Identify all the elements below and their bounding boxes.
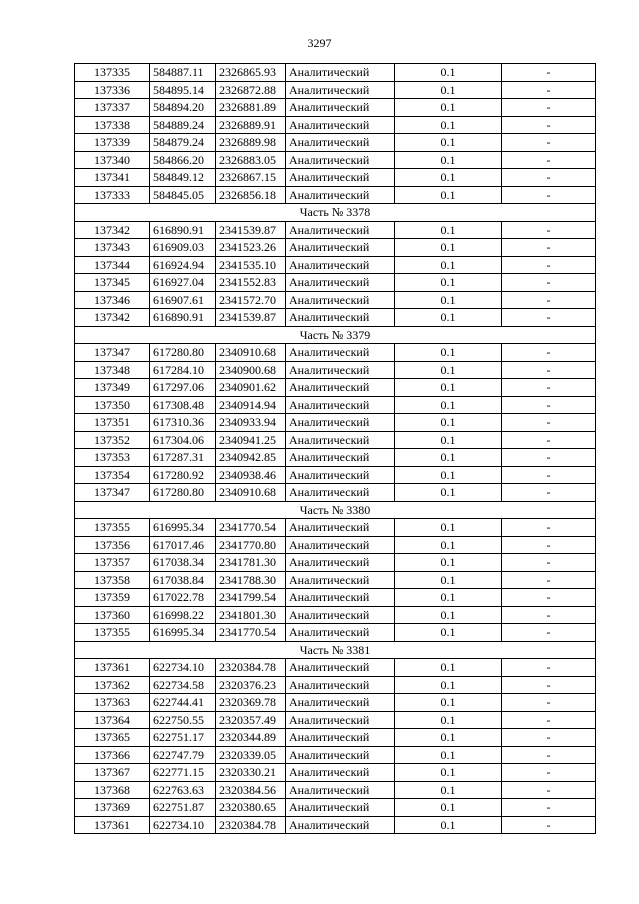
accuracy-cell: 0.1 xyxy=(395,64,502,82)
accuracy-cell: 0.1 xyxy=(395,361,502,379)
table-row xyxy=(75,816,596,834)
method-cell: Аналитический xyxy=(286,64,395,82)
x-coordinate-cell: 616995.34 xyxy=(150,624,216,642)
y-coordinate-cell: 2320380.65 xyxy=(216,799,286,817)
method-cell: Аналитический xyxy=(286,746,395,764)
y-coordinate-cell: 2340942.85 xyxy=(216,449,286,467)
accuracy-cell: 0.1 xyxy=(395,589,502,607)
method-cell: Аналитический xyxy=(286,396,395,414)
accuracy-cell: 0.1 xyxy=(395,239,502,257)
method-cell: Аналитический xyxy=(286,379,395,397)
empty-value-cell: - xyxy=(502,361,596,379)
x-coordinate-cell: 616998.22 xyxy=(150,606,216,624)
table-row xyxy=(75,536,596,554)
accuracy-cell: 0.1 xyxy=(395,99,502,117)
empty-value-cell: - xyxy=(502,746,596,764)
accuracy-cell: 0.1 xyxy=(395,484,502,502)
empty-value-cell: - xyxy=(502,64,596,82)
x-coordinate-cell: 622750.55 xyxy=(150,711,216,729)
empty-value-cell: - xyxy=(502,396,596,414)
empty-value-cell: - xyxy=(502,799,596,817)
y-coordinate-cell: 2341770.80 xyxy=(216,536,286,554)
empty-value-cell: - xyxy=(502,606,596,624)
y-coordinate-cell: 2341539.87 xyxy=(216,221,286,239)
empty-value-cell: - xyxy=(502,221,596,239)
y-coordinate-cell: 2340910.68 xyxy=(216,484,286,502)
section-header-row xyxy=(75,641,596,659)
table-row xyxy=(75,379,596,397)
table-row xyxy=(75,431,596,449)
x-coordinate-cell: 584889.24 xyxy=(150,116,216,134)
empty-value-cell: - xyxy=(502,291,596,309)
point-id-cell: 137351 xyxy=(75,414,150,432)
x-coordinate-cell: 584887.11 xyxy=(150,64,216,82)
y-coordinate-cell: 2320369.78 xyxy=(216,694,286,712)
table-row xyxy=(75,221,596,239)
accuracy-cell: 0.1 xyxy=(395,186,502,204)
point-id-cell: 137343 xyxy=(75,239,150,257)
section-header-row xyxy=(75,501,596,519)
point-id-cell: 137365 xyxy=(75,729,150,747)
y-coordinate-cell: 2320339.05 xyxy=(216,746,286,764)
table-row xyxy=(75,151,596,169)
y-coordinate-cell: 2340900.68 xyxy=(216,361,286,379)
table-row xyxy=(75,746,596,764)
method-cell: Аналитический xyxy=(286,291,395,309)
table-row xyxy=(75,256,596,274)
table-row xyxy=(75,466,596,484)
method-cell: Аналитический xyxy=(286,764,395,782)
point-id-cell: 137354 xyxy=(75,466,150,484)
y-coordinate-cell: 2320384.56 xyxy=(216,781,286,799)
accuracy-cell: 0.1 xyxy=(395,571,502,589)
x-coordinate-cell: 622763.63 xyxy=(150,781,216,799)
section-header-row xyxy=(75,204,596,222)
x-coordinate-cell: 616907.61 xyxy=(150,291,216,309)
accuracy-cell: 0.1 xyxy=(395,414,502,432)
accuracy-cell: 0.1 xyxy=(395,816,502,834)
method-cell: Аналитический xyxy=(286,554,395,572)
point-id-cell: 137353 xyxy=(75,449,150,467)
x-coordinate-cell: 584879.24 xyxy=(150,134,216,152)
point-id-cell: 137341 xyxy=(75,169,150,187)
accuracy-cell: 0.1 xyxy=(395,116,502,134)
x-coordinate-cell: 616924.94 xyxy=(150,256,216,274)
point-id-cell: 137339 xyxy=(75,134,150,152)
method-cell: Аналитический xyxy=(286,571,395,589)
method-cell: Аналитический xyxy=(286,99,395,117)
accuracy-cell: 0.1 xyxy=(395,729,502,747)
point-id-cell: 137347 xyxy=(75,344,150,362)
accuracy-cell: 0.1 xyxy=(395,291,502,309)
point-id-cell: 137352 xyxy=(75,431,150,449)
x-coordinate-cell: 616995.34 xyxy=(150,519,216,537)
empty-value-cell: - xyxy=(502,431,596,449)
y-coordinate-cell: 2341799.54 xyxy=(216,589,286,607)
empty-value-cell: - xyxy=(502,116,596,134)
y-coordinate-cell: 2341781.30 xyxy=(216,554,286,572)
x-coordinate-cell: 584849.12 xyxy=(150,169,216,187)
table-row xyxy=(75,116,596,134)
table-row xyxy=(75,781,596,799)
table-row xyxy=(75,186,596,204)
table-row xyxy=(75,711,596,729)
method-cell: Аналитический xyxy=(286,431,395,449)
empty-value-cell: - xyxy=(502,134,596,152)
y-coordinate-cell: 2326883.05 xyxy=(216,151,286,169)
accuracy-cell: 0.1 xyxy=(395,221,502,239)
y-coordinate-cell: 2326889.91 xyxy=(216,116,286,134)
table-row xyxy=(75,729,596,747)
accuracy-cell: 0.1 xyxy=(395,694,502,712)
accuracy-cell: 0.1 xyxy=(395,169,502,187)
y-coordinate-cell: 2326856.18 xyxy=(216,186,286,204)
point-id-cell: 137359 xyxy=(75,589,150,607)
empty-value-cell: - xyxy=(502,676,596,694)
table-row xyxy=(75,291,596,309)
point-id-cell: 137362 xyxy=(75,676,150,694)
point-id-cell: 137358 xyxy=(75,571,150,589)
section-title: Часть № 3378 xyxy=(75,204,596,222)
y-coordinate-cell: 2326872.88 xyxy=(216,81,286,99)
point-id-cell: 137355 xyxy=(75,624,150,642)
y-coordinate-cell: 2326881.89 xyxy=(216,99,286,117)
point-id-cell: 137333 xyxy=(75,186,150,204)
empty-value-cell: - xyxy=(502,764,596,782)
accuracy-cell: 0.1 xyxy=(395,309,502,327)
table-row xyxy=(75,169,596,187)
x-coordinate-cell: 617310.36 xyxy=(150,414,216,432)
section-title: Часть № 3381 xyxy=(75,641,596,659)
empty-value-cell: - xyxy=(502,589,596,607)
table-row xyxy=(75,344,596,362)
point-id-cell: 137345 xyxy=(75,274,150,292)
point-id-cell: 137366 xyxy=(75,746,150,764)
x-coordinate-cell: 622744.41 xyxy=(150,694,216,712)
method-cell: Аналитический xyxy=(286,694,395,712)
table-row xyxy=(75,659,596,677)
y-coordinate-cell: 2341770.54 xyxy=(216,624,286,642)
x-coordinate-cell: 622734.10 xyxy=(150,816,216,834)
section-title: Часть № 3379 xyxy=(75,326,596,344)
table-row xyxy=(75,764,596,782)
x-coordinate-cell: 617022.78 xyxy=(150,589,216,607)
table-row xyxy=(75,694,596,712)
accuracy-cell: 0.1 xyxy=(395,134,502,152)
accuracy-cell: 0.1 xyxy=(395,274,502,292)
x-coordinate-cell: 617304.06 xyxy=(150,431,216,449)
method-cell: Аналитический xyxy=(286,449,395,467)
table-row xyxy=(75,676,596,694)
x-coordinate-cell: 617280.92 xyxy=(150,466,216,484)
empty-value-cell: - xyxy=(502,519,596,537)
table-row xyxy=(75,571,596,589)
empty-value-cell: - xyxy=(502,466,596,484)
y-coordinate-cell: 2320384.78 xyxy=(216,816,286,834)
point-id-cell: 137342 xyxy=(75,221,150,239)
y-coordinate-cell: 2326865.93 xyxy=(216,64,286,82)
method-cell: Аналитический xyxy=(286,134,395,152)
x-coordinate-cell: 584894.20 xyxy=(150,99,216,117)
y-coordinate-cell: 2340901.62 xyxy=(216,379,286,397)
method-cell: Аналитический xyxy=(286,519,395,537)
table-row xyxy=(75,64,596,82)
x-coordinate-cell: 617280.80 xyxy=(150,484,216,502)
accuracy-cell: 0.1 xyxy=(395,536,502,554)
empty-value-cell: - xyxy=(502,624,596,642)
method-cell: Аналитический xyxy=(286,466,395,484)
y-coordinate-cell: 2340941.25 xyxy=(216,431,286,449)
x-coordinate-cell: 617038.84 xyxy=(150,571,216,589)
x-coordinate-cell: 616909.03 xyxy=(150,239,216,257)
x-coordinate-cell: 617284.10 xyxy=(150,361,216,379)
y-coordinate-cell: 2341572.70 xyxy=(216,291,286,309)
method-cell: Аналитический xyxy=(286,799,395,817)
point-id-cell: 137336 xyxy=(75,81,150,99)
x-coordinate-cell: 617297.06 xyxy=(150,379,216,397)
coordinates-table xyxy=(74,63,596,834)
accuracy-cell: 0.1 xyxy=(395,466,502,484)
empty-value-cell: - xyxy=(502,256,596,274)
accuracy-cell: 0.1 xyxy=(395,676,502,694)
method-cell: Аналитический xyxy=(286,589,395,607)
point-id-cell: 137350 xyxy=(75,396,150,414)
empty-value-cell: - xyxy=(502,344,596,362)
y-coordinate-cell: 2320376.23 xyxy=(216,676,286,694)
table-row xyxy=(75,519,596,537)
empty-value-cell: - xyxy=(502,309,596,327)
table-row xyxy=(75,449,596,467)
method-cell: Аналитический xyxy=(286,781,395,799)
point-id-cell: 137337 xyxy=(75,99,150,117)
x-coordinate-cell: 584845.05 xyxy=(150,186,216,204)
point-id-cell: 137342 xyxy=(75,309,150,327)
y-coordinate-cell: 2326867.15 xyxy=(216,169,286,187)
accuracy-cell: 0.1 xyxy=(395,256,502,274)
accuracy-cell: 0.1 xyxy=(395,519,502,537)
method-cell: Аналитический xyxy=(286,186,395,204)
page-number: 3297 xyxy=(307,36,332,50)
point-id-cell: 137347 xyxy=(75,484,150,502)
x-coordinate-cell: 622734.58 xyxy=(150,676,216,694)
y-coordinate-cell: 2341535.10 xyxy=(216,256,286,274)
y-coordinate-cell: 2320357.49 xyxy=(216,711,286,729)
accuracy-cell: 0.1 xyxy=(395,449,502,467)
x-coordinate-cell: 622771.15 xyxy=(150,764,216,782)
empty-value-cell: - xyxy=(502,816,596,834)
empty-value-cell: - xyxy=(502,186,596,204)
method-cell: Аналитический xyxy=(286,344,395,362)
empty-value-cell: - xyxy=(502,99,596,117)
method-cell: Аналитический xyxy=(286,256,395,274)
method-cell: Аналитический xyxy=(286,169,395,187)
x-coordinate-cell: 617038.34 xyxy=(150,554,216,572)
method-cell: Аналитический xyxy=(286,659,395,677)
y-coordinate-cell: 2320344.89 xyxy=(216,729,286,747)
accuracy-cell: 0.1 xyxy=(395,431,502,449)
table-row xyxy=(75,484,596,502)
x-coordinate-cell: 622751.17 xyxy=(150,729,216,747)
section-title: Часть № 3380 xyxy=(75,501,596,519)
point-id-cell: 137348 xyxy=(75,361,150,379)
x-coordinate-cell: 616890.91 xyxy=(150,309,216,327)
y-coordinate-cell: 2320384.78 xyxy=(216,659,286,677)
method-cell: Аналитический xyxy=(286,239,395,257)
accuracy-cell: 0.1 xyxy=(395,396,502,414)
y-coordinate-cell: 2340914.94 xyxy=(216,396,286,414)
method-cell: Аналитический xyxy=(286,116,395,134)
point-id-cell: 137364 xyxy=(75,711,150,729)
accuracy-cell: 0.1 xyxy=(395,379,502,397)
table-row xyxy=(75,134,596,152)
section-header-row xyxy=(75,326,596,344)
x-coordinate-cell: 617287.31 xyxy=(150,449,216,467)
method-cell: Аналитический xyxy=(286,361,395,379)
empty-value-cell: - xyxy=(502,379,596,397)
point-id-cell: 137360 xyxy=(75,606,150,624)
x-coordinate-cell: 622747.79 xyxy=(150,746,216,764)
accuracy-cell: 0.1 xyxy=(395,659,502,677)
accuracy-cell: 0.1 xyxy=(395,344,502,362)
empty-value-cell: - xyxy=(502,781,596,799)
method-cell: Аналитический xyxy=(286,309,395,327)
empty-value-cell: - xyxy=(502,729,596,747)
method-cell: Аналитический xyxy=(286,274,395,292)
empty-value-cell: - xyxy=(502,536,596,554)
accuracy-cell: 0.1 xyxy=(395,764,502,782)
point-id-cell: 137367 xyxy=(75,764,150,782)
method-cell: Аналитический xyxy=(286,711,395,729)
point-id-cell: 137344 xyxy=(75,256,150,274)
y-coordinate-cell: 2341523.26 xyxy=(216,239,286,257)
method-cell: Аналитический xyxy=(286,606,395,624)
point-id-cell: 137369 xyxy=(75,799,150,817)
x-coordinate-cell: 616890.91 xyxy=(150,221,216,239)
accuracy-cell: 0.1 xyxy=(395,799,502,817)
table-row xyxy=(75,274,596,292)
method-cell: Аналитический xyxy=(286,151,395,169)
empty-value-cell: - xyxy=(502,659,596,677)
table-row xyxy=(75,606,596,624)
accuracy-cell: 0.1 xyxy=(395,151,502,169)
y-coordinate-cell: 2341788.30 xyxy=(216,571,286,589)
x-coordinate-cell: 616927.04 xyxy=(150,274,216,292)
empty-value-cell: - xyxy=(502,414,596,432)
point-id-cell: 137338 xyxy=(75,116,150,134)
point-id-cell: 137361 xyxy=(75,816,150,834)
method-cell: Аналитический xyxy=(286,484,395,502)
accuracy-cell: 0.1 xyxy=(395,81,502,99)
x-coordinate-cell: 617308.48 xyxy=(150,396,216,414)
accuracy-cell: 0.1 xyxy=(395,554,502,572)
y-coordinate-cell: 2341552.83 xyxy=(216,274,286,292)
point-id-cell: 137346 xyxy=(75,291,150,309)
empty-value-cell: - xyxy=(502,571,596,589)
method-cell: Аналитический xyxy=(286,81,395,99)
point-id-cell: 137363 xyxy=(75,694,150,712)
y-coordinate-cell: 2341770.54 xyxy=(216,519,286,537)
empty-value-cell: - xyxy=(502,554,596,572)
empty-value-cell: - xyxy=(502,81,596,99)
point-id-cell: 137361 xyxy=(75,659,150,677)
empty-value-cell: - xyxy=(502,239,596,257)
table-row xyxy=(75,624,596,642)
method-cell: Аналитический xyxy=(286,729,395,747)
x-coordinate-cell: 584866.20 xyxy=(150,151,216,169)
method-cell: Аналитический xyxy=(286,414,395,432)
method-cell: Аналитический xyxy=(286,536,395,554)
point-id-cell: 137355 xyxy=(75,519,150,537)
accuracy-cell: 0.1 xyxy=(395,781,502,799)
point-id-cell: 137356 xyxy=(75,536,150,554)
coordinates-table-body xyxy=(75,64,596,834)
table-row xyxy=(75,799,596,817)
point-id-cell: 137368 xyxy=(75,781,150,799)
method-cell: Аналитический xyxy=(286,676,395,694)
x-coordinate-cell: 622751.87 xyxy=(150,799,216,817)
table-row xyxy=(75,589,596,607)
point-id-cell: 137340 xyxy=(75,151,150,169)
y-coordinate-cell: 2340910.68 xyxy=(216,344,286,362)
empty-value-cell: - xyxy=(502,484,596,502)
method-cell: Аналитический xyxy=(286,624,395,642)
method-cell: Аналитический xyxy=(286,221,395,239)
x-coordinate-cell: 617280.80 xyxy=(150,344,216,362)
accuracy-cell: 0.1 xyxy=(395,624,502,642)
point-id-cell: 137357 xyxy=(75,554,150,572)
table-row xyxy=(75,396,596,414)
x-coordinate-cell: 622734.10 xyxy=(150,659,216,677)
x-coordinate-cell: 584895.14 xyxy=(150,81,216,99)
y-coordinate-cell: 2326889.98 xyxy=(216,134,286,152)
y-coordinate-cell: 2340938.46 xyxy=(216,466,286,484)
empty-value-cell: - xyxy=(502,694,596,712)
y-coordinate-cell: 2340933.94 xyxy=(216,414,286,432)
x-coordinate-cell: 617017.46 xyxy=(150,536,216,554)
accuracy-cell: 0.1 xyxy=(395,606,502,624)
table-row xyxy=(75,81,596,99)
point-id-cell: 137349 xyxy=(75,379,150,397)
table-row xyxy=(75,414,596,432)
empty-value-cell: - xyxy=(502,711,596,729)
accuracy-cell: 0.1 xyxy=(395,711,502,729)
table-row xyxy=(75,239,596,257)
y-coordinate-cell: 2341801.30 xyxy=(216,606,286,624)
table-row xyxy=(75,554,596,572)
method-cell: Аналитический xyxy=(286,816,395,834)
table-row xyxy=(75,99,596,117)
y-coordinate-cell: 2320330.21 xyxy=(216,764,286,782)
empty-value-cell: - xyxy=(502,449,596,467)
table-row xyxy=(75,309,596,327)
table-row xyxy=(75,361,596,379)
empty-value-cell: - xyxy=(502,169,596,187)
point-id-cell: 137335 xyxy=(75,64,150,82)
y-coordinate-cell: 2341539.87 xyxy=(216,309,286,327)
accuracy-cell: 0.1 xyxy=(395,746,502,764)
empty-value-cell: - xyxy=(502,151,596,169)
empty-value-cell: - xyxy=(502,274,596,292)
